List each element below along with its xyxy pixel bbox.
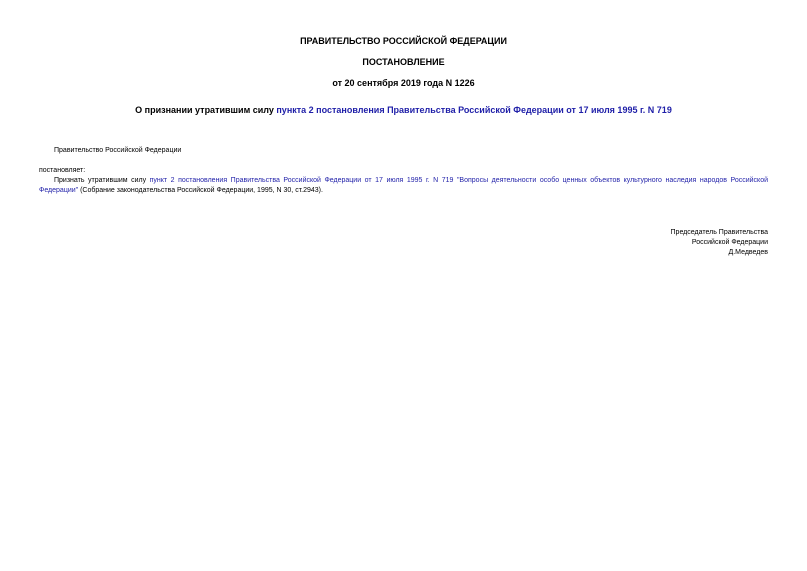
title-link[interactable]: пункта 2 постановления Правительства Российской Федерации от 17 июля 1995 г. N 719 [276, 105, 672, 115]
paragraph-prefix: Признать утратившим силу [54, 177, 150, 184]
date-number-heading: от 20 сентября 2019 года N 1226 [332, 78, 475, 88]
government-line: Правительство Российской Федерации [54, 147, 182, 154]
signature-position-line1: Председатель Правительства [670, 229, 768, 236]
signature-block [671, 228, 768, 258]
paragraph-link[interactable]: пункт 2 постановления Правительства Российской Федерации от 17 июля 1995 г. N 719 "Вопросы деятельности особо ценных объектов культурного наследия народов Российской Федерации" [39, 177, 768, 194]
paragraph-suffix: (Собрание законодательства Российской Федерации, 1995, N 30, ст.2943). [78, 187, 323, 194]
decision-paragraph [39, 176, 768, 196]
signature-name: Д.Медведев [728, 249, 768, 256]
document-type-heading: ПОСТАНОВЛЕНИЕ [362, 57, 445, 67]
decrees-line: постановляет: [39, 167, 86, 174]
signature-position-line2: Российской Федерации [691, 239, 768, 246]
document-title [0, 105, 807, 116]
title-prefix: О признании утратившим силу [135, 105, 277, 115]
organization-heading: ПРАВИТЕЛЬСТВО РОССИЙСКОЙ ФЕДЕРАЦИИ [300, 36, 507, 46]
